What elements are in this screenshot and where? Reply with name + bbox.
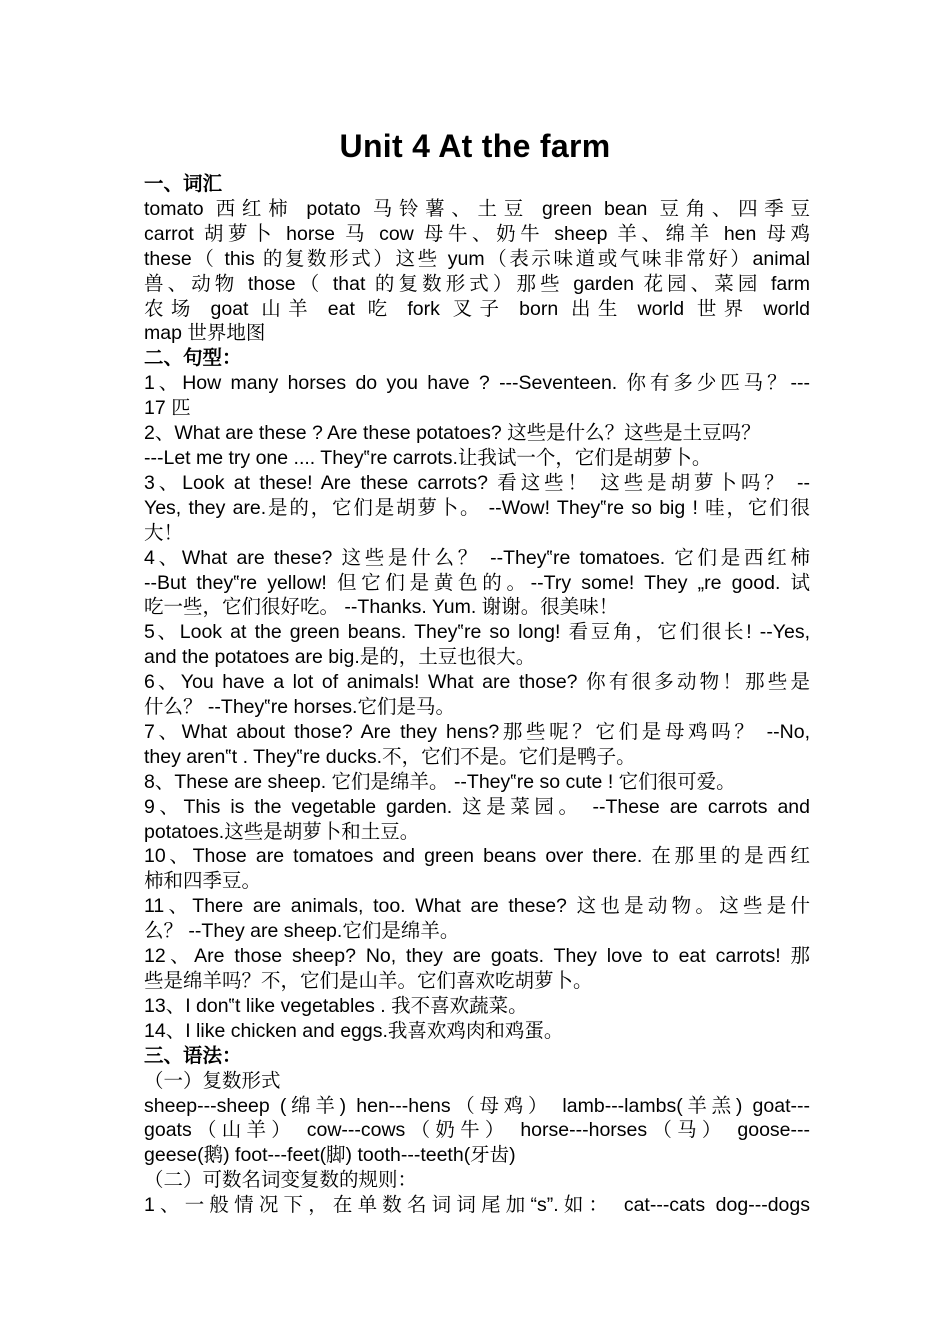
text-line: 17 匹 [144,397,191,420]
text-line: 兽、动物 those（ that 的复数形式）那些 garden 花园、菜园 farm [144,272,810,295]
text-line: 10、Those are tomatoes and green beans over there. 在那里的是西红 [144,845,810,868]
text-line: sheep---sheep (绵羊) hen---hens（母鸡） lamb---lambs(羊羔) goat--- [144,1094,810,1117]
text-line: 4、What are these? 这些是什么？ --They‟re tomatoes. 它们是西红柿 [144,546,810,569]
text-line: 1、How many horses do you have ? ---Seventeen. 你有多少匹马？--- [144,372,810,395]
document-body [144,172,810,1218]
text-line: 11、There are animals, too. What are these? 这也是动物。这些是什 [144,895,810,918]
text-line: 一、词汇 [144,173,223,195]
text-line: map 世界地图 [144,322,266,345]
text-line: these（ this 的复数形式）这些 yum（表示味道或气味非常好）animal [144,247,810,270]
text-line: 5、Look at the green beans. They‟re so long! 看豆角，它们很长! --Yes, [144,621,810,644]
text-line: --But they‟re yellow! 但它们是黄色的。--Try some! They „re good. 试 [144,571,810,594]
text-line: and the potatoes are big.是的，土豆也很大。 [144,646,536,669]
text-line: 3、Look at these! Are these carrots? 看这些！ 这些是胡萝卜吗？ -- [144,471,810,494]
text-line: 6、You have a lot of animals! What are those? 你有很多动物！那些是 [144,671,810,694]
text-line: ---Let me try one .... They‟re carrots.让我试一个，它们是胡萝卜。 [144,446,712,469]
text-line: 大！ [144,521,184,544]
text-line: tomato 西红柿 potato 马铃薯、土豆 green bean 豆角、四季豆 [144,197,810,220]
text-line: 12、Are those sheep? No, they are goats. They love to eat carrots! 那 [144,945,810,968]
text-line: 柿和四季豆。 [144,870,262,893]
text-line: 些是绵羊吗？不，它们是山羊。它们喜欢吃胡萝卜。 [144,970,593,992]
text-line: goats（山羊） cow---cows（奶牛） horse---horses（马） goose--- [144,1119,810,1142]
text-line: 吃一些，它们很好吃。 --Thanks. Yum. 谢谢。很美味！ [144,596,619,619]
text-line: 二、句型： [144,347,242,370]
text-line: 农场 goat 山羊 eat 吃 fork 叉子 born 出生 world 世界 world [144,297,810,320]
text-line: potatoes.这些是胡萝卜和土豆。 [144,820,420,843]
text-line: carrot 胡萝卜 horse 马 cow 母牛、奶牛 sheep 羊、绵羊 hen 母鸡 [144,222,810,245]
text-line: 什么？ --They‟re horses.它们是马。 [144,696,455,719]
text-line: 8、These are sheep. 它们是绵羊。 --They‟re so cute ! 它们很可爱。 [144,770,736,793]
text-line: 么？ --They are sheep.它们是绵羊。 [144,920,460,943]
text-line: 13、I don‟t like vegetables . 我不喜欢蔬菜。 [144,994,528,1017]
text-line: 14、I like chicken and eggs.我喜欢鸡肉和鸡蛋。 [144,1019,564,1042]
text-line: 1、一般情况下，在单数名词词尾加“s”.如： cat---cats dog---dogs [144,1194,810,1217]
text-line: 7、What about those? Are they hens?那些呢？它们是母鸡吗？ --No, [144,720,810,743]
text-line: （一）复数形式 [144,1069,281,1092]
text-line: 三、语法： [144,1044,242,1067]
text-line: geese(鹅) foot---feet(脚) tooth---teeth(牙齿) [144,1144,516,1167]
page-title: Unit 4 At the farm [339,128,611,164]
text-line: Yes, they are.是的，它们是胡萝卜。 --Wow! They‟re so big ! 哇，它们很 [144,496,810,519]
text-line: they aren‟t . They‟re ducks.不，它们不是。它们是鸭子。 [144,745,636,768]
text-line: 2、What are these ? Are these potatoes? 这些是什么？这些是土豆吗？ [144,422,761,445]
text-line: （二）可数名词变复数的规则： [144,1169,418,1192]
text-line: 9、This is the vegetable garden. 这是菜园。 --These are carrots and [144,795,810,818]
